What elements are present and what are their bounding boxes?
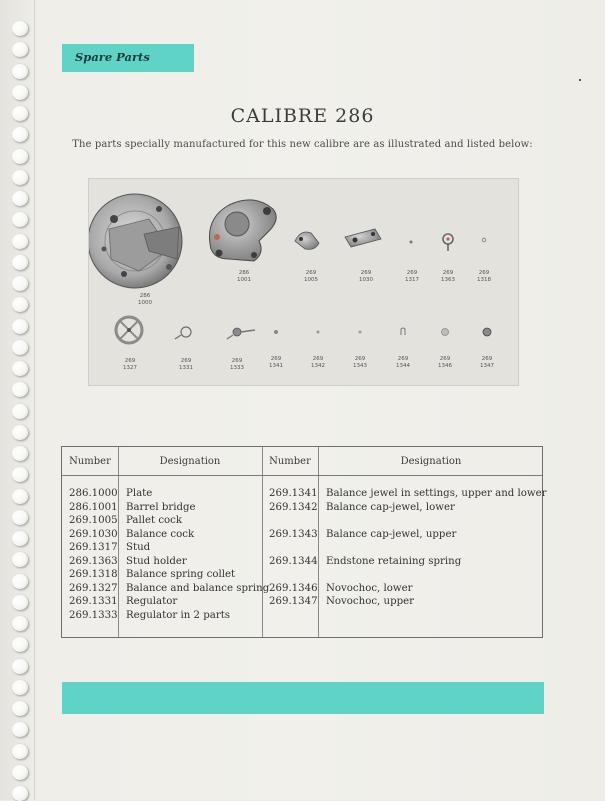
left-row-number: 269.1030 (69, 528, 118, 540)
binder-hole (12, 489, 28, 504)
left-row-number: 269.1005 (69, 515, 118, 526)
balance-part-image (116, 317, 142, 343)
regulator-part-image (175, 327, 191, 339)
page-title: CALIBRE 286 (230, 105, 375, 127)
stud-holder-part-image (443, 234, 453, 251)
binder-hole (12, 404, 28, 419)
right-row-designation: Novochoc, upper (326, 596, 415, 607)
balance-jewel-part-image (274, 330, 278, 334)
photo-label-269-1317: 269 1317 (405, 270, 419, 283)
photo-label-269-1331: 269 1331 (179, 358, 193, 371)
binder-hole (12, 722, 28, 737)
binder-hole (12, 659, 28, 674)
right-row-designation: Endstone retaining spring (326, 555, 462, 567)
binder-hole (12, 170, 28, 185)
photo-label-269-1343: 269 1343 (353, 356, 367, 369)
regulator-two-part-image (227, 328, 255, 339)
left-row-designation: Balance cock (126, 528, 195, 540)
table-header-number-left: Number (69, 456, 111, 467)
left-row-number: 269.1333 (69, 609, 118, 621)
binder-hole (12, 21, 28, 36)
photo-label-269-1342: 269 1342 (311, 356, 325, 369)
photo-label-269-1346: 269 1346 (438, 356, 452, 369)
photo-label-286-1000: 286 1000 (138, 293, 152, 306)
binder-hole (12, 276, 28, 291)
balance-spring-collet-part-image (482, 238, 486, 242)
binder-hole (12, 64, 28, 79)
binder-hole (12, 425, 28, 440)
left-row-designation: Plate (126, 488, 153, 499)
left-row-number: 269.1331 (69, 596, 118, 607)
left-row-number: 269.1317 (69, 542, 118, 553)
binder-hole (12, 637, 28, 652)
pallet-cock-part-image (295, 232, 319, 249)
cap-jewel-lower-part-image (317, 331, 320, 334)
binder-hole (12, 297, 28, 312)
binder-hole (12, 467, 28, 482)
right-row-number: 269.1341 (269, 488, 318, 499)
right-row-number: 269.1343 (269, 528, 318, 540)
novochoc-upper-part-image (483, 328, 491, 336)
barrel-bridge-part-image (209, 200, 276, 261)
binder-hole (12, 319, 28, 334)
binder-hole (12, 595, 28, 610)
binder-hole (12, 786, 28, 801)
left-row-number: 269.1327 (69, 582, 118, 594)
photo-label-269-1318: 269 1318 (477, 270, 491, 283)
binder-hole (12, 212, 28, 227)
binder-hole (12, 680, 28, 695)
photo-label-269-1347: 269 1347 (480, 356, 494, 369)
left-row-number: 286.1001 (69, 501, 118, 513)
photo-label-269-1363: 269 1363 (441, 270, 455, 283)
left-row-designation: Stud (126, 542, 151, 553)
binder-hole (12, 765, 28, 780)
stud-part-image (410, 241, 413, 244)
right-row-number: 269.1346 (269, 582, 318, 594)
parts-photograph (88, 178, 519, 386)
binder-hole (12, 191, 28, 206)
photo-label-269-1327: 269 1327 (123, 358, 137, 371)
right-row-designation: Balance jewel in settings, upper and lower (326, 488, 547, 499)
photo-label-269-1333: 269 1333 (230, 358, 244, 371)
photo-label-269-1344: 269 1344 (396, 356, 410, 369)
binder-hole (12, 42, 28, 57)
table-header-number-right: Number (269, 456, 311, 467)
balance-cock-part-image (345, 229, 381, 247)
left-row-number: 269.1318 (69, 569, 118, 580)
photo-label-269-1030: 269 1030 (359, 270, 373, 283)
table-header-designation-left: Designation (159, 456, 221, 467)
binder-hole (12, 744, 28, 759)
binder-hole (12, 701, 28, 716)
section-tab-label: Spare Parts (75, 50, 150, 64)
novochoc-lower-part-image (442, 329, 449, 336)
binder-hole (12, 85, 28, 100)
right-row-designation: Novochoc, lower (326, 582, 413, 594)
photo-label-269-1005: 269 1005 (304, 270, 318, 283)
left-row-designation: Balance spring collet (126, 569, 236, 580)
right-row-designation: Balance cap-jewel, upper (326, 528, 457, 540)
right-row-number: 269.1342 (269, 501, 318, 513)
left-row-designation: Balance and balance spring (126, 582, 270, 594)
left-row-designation: Barrel bridge (126, 501, 196, 513)
cap-jewel-upper-part-image (359, 331, 362, 334)
binder-hole (12, 616, 28, 631)
accent-bar (62, 682, 544, 714)
photo-label-286-1001: 286 1001 (237, 270, 251, 283)
right-row-number: 269.1347 (269, 596, 318, 607)
left-row-designation: Stud holder (126, 555, 187, 567)
right-row-number: 269.1344 (269, 555, 318, 567)
left-row-number: 286.1000 (69, 488, 118, 499)
left-row-designation: Regulator (126, 596, 178, 607)
left-row-number: 269.1363 (69, 555, 118, 567)
section-tab (62, 44, 194, 72)
speck (579, 79, 581, 81)
page-subtitle: The parts specially manufactured for this new calibre are as illustrated and listed below: (72, 139, 533, 150)
plate-part-image (89, 194, 182, 288)
table-header-rule (62, 475, 542, 476)
binder-hole (12, 382, 28, 397)
right-row-designation: Balance cap-jewel, lower (326, 501, 455, 513)
table-header-designation-right: Designation (400, 456, 462, 467)
binder-hole (12, 255, 28, 270)
endstone-spring-part-image (401, 328, 405, 335)
photo-label-269-1341: 269 1341 (269, 356, 283, 369)
binder-hole (12, 361, 28, 376)
parts-table (61, 446, 547, 638)
binder-hole (12, 510, 28, 525)
binder-hole (12, 340, 28, 355)
binder-hole (12, 552, 28, 567)
binder-hole (12, 446, 28, 461)
left-row-designation: Regulator in 2 parts (126, 609, 231, 621)
binder-hole (12, 531, 28, 546)
binder-hole (12, 149, 28, 164)
binder-hole (12, 234, 28, 249)
binder-hole (12, 574, 28, 589)
left-row-designation: Pallet cock (126, 515, 183, 526)
